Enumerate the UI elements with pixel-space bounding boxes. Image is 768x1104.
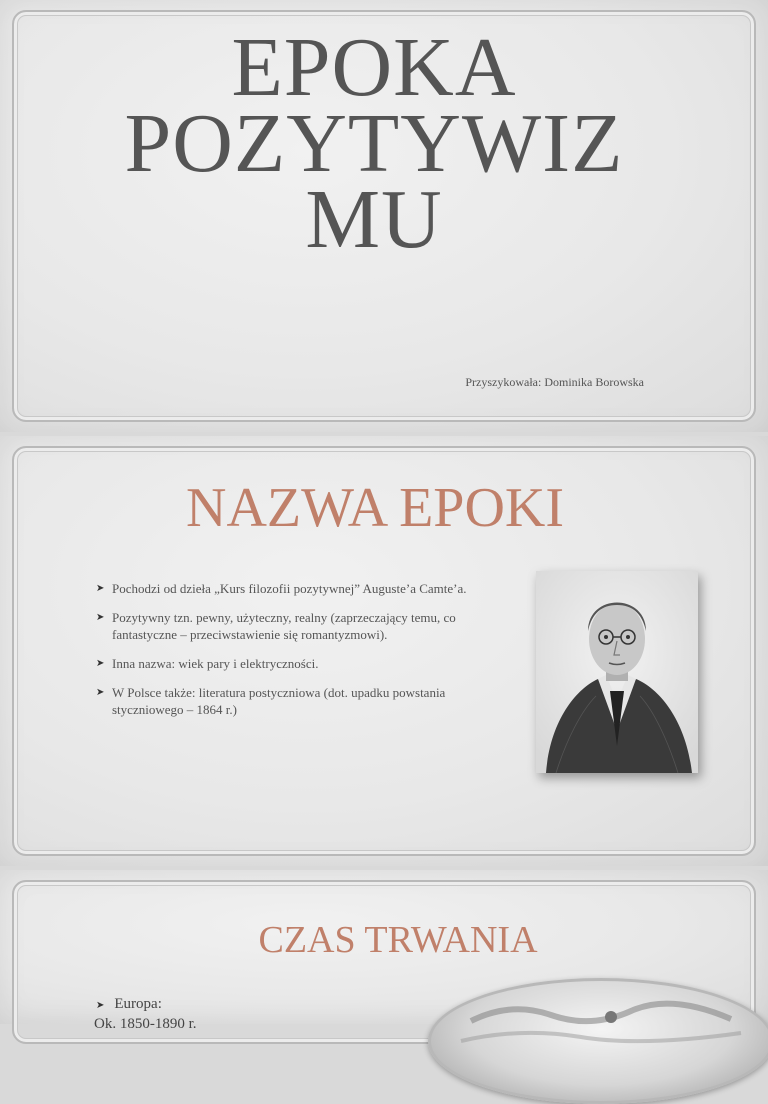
slide-heading: NAZWA EPOKI [186,477,564,539]
title-line-2: POZYTYWIZ [124,97,624,190]
portrait-image [536,571,698,773]
title-line-3: MU [305,173,443,266]
list-item: ➤ Pozytywny tzn. pewny, użyteczny, realny (zaprzeczający temu, co fantastyczne – przeciwstawienie się romantyzmowi). [96,610,456,642]
list-item: ➤ Inna nazwa: wiek pary i elektryczności. [96,656,319,671]
list-item: ➤ W Polsce także: literatura postyczniowa (dot. upadku powstania styczniowego – 1864 r.) [96,685,446,717]
portrait-icon [536,571,698,773]
slide-heading: CZAS TRWANIA [258,919,538,961]
arrow-bullet-icon: ➤ [96,583,105,594]
list-item-detail: Ok. 1850-1890 r. [94,1016,197,1032]
arrow-bullet-icon: ➤ [96,1000,105,1011]
author-credit: Przyszykowała: Dominika Borowska [465,375,644,389]
illustration-icon [431,981,768,1101]
arrow-bullet-icon: ➤ [96,687,105,698]
title-line-1: EPOKA [231,21,517,114]
bullet-list [96,580,496,730]
list-item: ➤ Pochodzi od dzieła „Kurs filozofii pozytywnej” Auguste’a Camte’a. [96,581,467,596]
arrow-bullet-icon: ➤ [96,612,105,623]
presentation-title [40,21,708,266]
oval-illustration [428,978,768,1104]
list-item: ➤ Europa: [96,996,162,1012]
arrow-bullet-icon: ➤ [96,658,105,669]
